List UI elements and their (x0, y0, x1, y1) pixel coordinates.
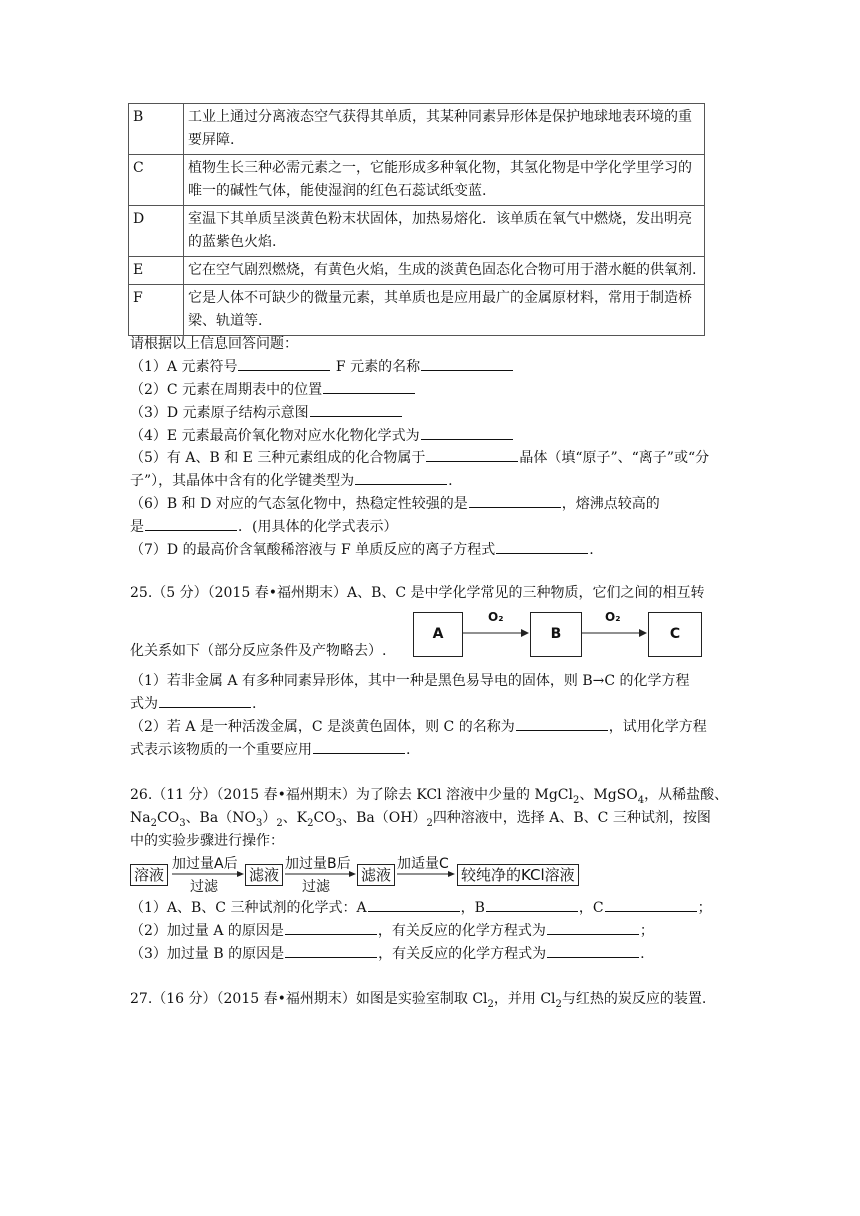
flow-box-b: B (530, 612, 582, 657)
q24-part5-cont: 子”），其晶体中含有的化学键类型为 . (130, 470, 453, 492)
q24-part3: （3）D 元素原子结构示意图 (130, 402, 403, 424)
flow-step-filtrate-2: 滤液 (357, 864, 395, 886)
flow-label-add-b: 加过量B后 (285, 856, 351, 872)
q25-part1: （1）若非金属 A 有多种同素异形体，其中一种是黑色易导电的固体，则 B→C 的化学方程 (130, 673, 690, 689)
element-description: 工业上通过分离液态空气获得其单质，其某种同素异形体是保护地球地表环境的重要屏障. (184, 104, 705, 155)
q26-heading: 26.（11 分）（2015 春•福州期末）为了除去 KCl 溶液中少量的 MgCl$_2$、MgSO$_4$，从稀盐酸、 (130, 787, 729, 806)
q24-part2: （2）C 元素在周期表中的位置 (130, 379, 416, 401)
arrow-head-q26-1 (237, 871, 244, 877)
flow-label-filter-2: 过滤 (302, 879, 330, 895)
element-key: E (129, 257, 184, 285)
q25-part2: （2）若 A 是一种活泼金属，C 是淡黄色固体，则 C 的名称为 ，试用化学方程 (130, 716, 707, 738)
q25-heading-cont: 化关系如下（部分反应条件及产物略去）. (130, 643, 387, 659)
element-key: D (129, 206, 184, 257)
q26-part3: （3）加过量 B 的原因是 ，有关反应的化学方程式为 . (130, 943, 645, 965)
element-key: C (129, 155, 184, 206)
flow-step-filtrate-1: 滤液 (245, 864, 283, 886)
flow-label-add-a: 加过量A后 (172, 856, 238, 872)
q26-heading-cont2: 中的实验步骤进行操作： (130, 833, 284, 849)
flow-box-a: A (413, 612, 463, 657)
element-description: 它在空气剧烈燃烧，有黄色火焰，生成的淡黄色固态化合物可用于潜水艇的供氧剂. (184, 257, 705, 285)
arrow-head-q26-3 (448, 871, 455, 877)
q26-heading-cont: $Na_2CO_3$、$Ba(NO_3)_2$、$K_2CO_3$、$Ba(OH)_2$四种溶液中，选择 A、B、C 三种试剂，按图 (130, 810, 711, 829)
arrow-label-o2-1: O₂ (488, 610, 504, 624)
q25-part1-cont: 式为 . (130, 693, 256, 715)
element-key: F (129, 285, 184, 336)
arrow-head-a-to-b (521, 629, 529, 637)
q24-part1: （1）A 元素符号 F 元素的名称 (130, 356, 514, 378)
q24-part5: （5）有 A、B 和 E 三种元素组成的化合物属于 晶体（填“原子”、“离子”或“分 (130, 447, 709, 469)
element-description: 室温下其单质呈淡黄色粉末状固体，加热易熔化．该单质在氧气中燃烧，发出明亮的蓝紫色火焰. (184, 206, 705, 257)
q24-part6: （6）B 和 D 对应的气态氢化物中，热稳定性较强的是 ，熔沸点较高的 (130, 493, 660, 515)
q24-part6-cont: 是 ．(用具体的化学式表示） (130, 516, 397, 538)
q26-part2: （2）加过量 A 的原因是 ，有关反应的化学方程式为 ； (130, 920, 654, 942)
q25-heading: 25.（5 分）（2015 春•福州期末）A、B、C 是中学化学常见的三种物质，它们之间的相互转 (130, 585, 705, 601)
flow-step-solution: 溶液 (130, 864, 168, 886)
q26-part1: （1）A、B、C 三种试剂的化学式：A ，B ，C ； (130, 897, 712, 919)
flow-box-c: C (648, 612, 702, 657)
flow-step-pure-kcl: 较纯净的KCl溶液 (457, 864, 579, 886)
q24-part7: （7）D 的最高价含氧酸稀溶液与 F 单质反应的离子方程式 . (130, 539, 594, 561)
element-description: 植物生长三种必需元素之一，它能形成多种氧化物，其氢化物是中学化学里学习的唯一的碱性气体，能使湿润的红色石蕊试纸变蓝. (184, 155, 705, 206)
q24-part4: （4）E 元素最高价氧化物对应水化物化学式为 (130, 425, 514, 447)
flow-label-filter-1: 过滤 (190, 879, 218, 895)
element-key: B (129, 104, 184, 155)
arrow-head-b-to-c (639, 629, 647, 637)
arrow-label-o2-2: O₂ (605, 610, 621, 624)
q25-part2-cont: 式表示该物质的一个重要应用 . (130, 739, 410, 761)
flow-label-add-c: 加适量C (397, 856, 449, 872)
q27-heading: 27.（16 分）（2015 春•福州期末）如图是实验室制取 $Cl_2$，并用 $Cl_2$与红热的炭反应的装置. (130, 991, 707, 1010)
element-description: 它是人体不可缺少的微量元素，其单质也是应用最广的金属原材料，常用于制造桥梁、轨道等. (184, 285, 705, 336)
q24-intro: 请根据以上信息回答问题： (130, 336, 298, 352)
